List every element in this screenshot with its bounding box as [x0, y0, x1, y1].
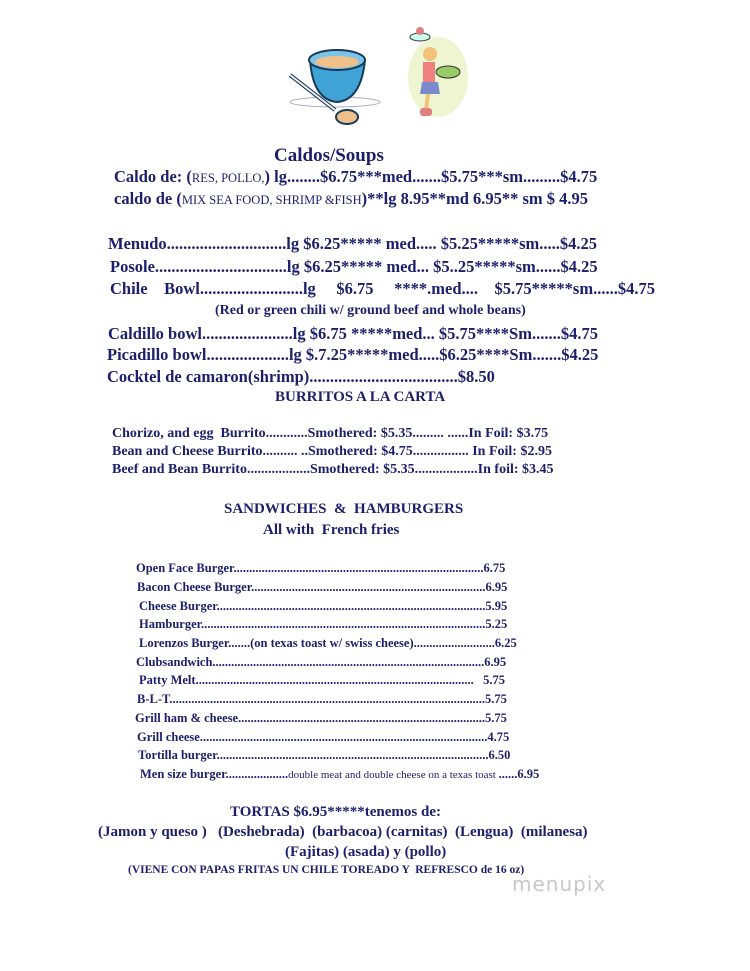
burrito-item: Beef and Bean Burrito..................Smothered: $5.35..................In foil: $3.45 — [112, 462, 554, 477]
soup-item-caldillo: Caldillo bowl......................lg $6.75 *****med... $5.75****Sm.......$4.75 — [108, 324, 598, 343]
soup-item-chile-bowl: Chile Bowl.........................lg $6.75 ****.med.... $5.75*****sm......$4.75 — [110, 279, 655, 298]
caldo-label: Caldo de: ( — [114, 167, 192, 186]
sandwich-item: B-L-T.....................................................................................................5.75 — [137, 692, 507, 706]
sandwich-item: Tortilla burger.......................................................................................6.50 — [138, 748, 511, 762]
soup-item-cocktel: Cocktel de camaron(shrimp)....................................$8.50 — [107, 367, 495, 386]
caldo-label: caldo de ( — [114, 189, 182, 208]
sandwich-item: Patty Melt......................................................................................... 5.75 — [139, 673, 505, 687]
burrito-item: Bean and Cheese Burrito.......... ..Smothered: $4.75................ In Foil: $2.95 — [112, 444, 552, 459]
sandwich-item: Bacon Cheese Burger...........................................................................6.95 — [137, 580, 508, 594]
tortas-options-line1: (Jamon y queso ) (Deshebrada) (barbacoa) (carnitas) (Lengua) (milanesa) — [98, 824, 588, 840]
sandwiches-title: SANDWICHES & HAMBURGERS — [224, 501, 464, 517]
sandwich-item: Hamburger...........................................................................................5.25 — [139, 617, 508, 631]
sandwich-item: Lorenzos Burger.......(on texas toast w/ swiss cheese)..........................6.25 — [139, 636, 517, 650]
sandwich-item: Clubsandwich.......................................................................................6.95 — [136, 655, 507, 669]
caldo-prices: ) lg........$6.75***med.......$5.75***sm.........$4.75 — [264, 167, 598, 186]
chile-bowl-description: (Red or green chili w/ ground beef and whole beans) — [215, 303, 526, 318]
burrito-item: Chorizo, and egg Burrito............Smothered: $5.35......... ......In Foil: $3.75 — [112, 426, 549, 441]
sandwich-item: Open Face Burger................................................................................6.75 — [136, 561, 506, 575]
tortas-title: TORTAS $6.95*****tenemos de: — [230, 804, 442, 820]
waitress-illustration — [400, 22, 470, 122]
caldo-res-pollo-line — [114, 169, 597, 186]
sandwich-item: Cheese Burger......................................................................................5.95 — [139, 599, 508, 613]
menupix-watermark: menupix — [512, 872, 607, 896]
soup-bowl-illustration — [285, 30, 385, 125]
caldo-types: RES, POLLO, — [191, 171, 265, 185]
caldo-prices: )**lg 8.95**md 6.95** sm $ 4.95 — [361, 189, 589, 208]
burritos-title: BURRITOS A LA CARTA — [275, 389, 446, 405]
soup-item-posole: Posole................................lg $6.25***** med... $5..25*****sm......$4.25 — [110, 257, 598, 276]
sandwich-item: Grill cheese............................................................................................4.75 — [137, 730, 510, 744]
caldo-seafood-line — [114, 191, 588, 208]
men-size-description: double meat and double cheese on a texas toast — [288, 769, 499, 781]
sandwiches-subtitle: All with French fries — [263, 522, 400, 538]
sandwich-item: Grill ham & cheese...............................................................................5.75 — [135, 711, 507, 725]
men-size-price: ......6.95 — [498, 767, 540, 781]
tortas-note: (VIENE CON PAPAS FRITAS UN CHILE TOREADO Y REFRESCO de 16 oz) — [128, 864, 525, 876]
soup-item-picadillo: Picadillo bowl....................lg $.7.25*****med.....$6.25****Sm.......$4.25 — [107, 345, 599, 364]
tortas-options-line2: (Fajitas) (asada) y (pollo) — [285, 844, 447, 860]
men-size-name: Men size burger.................... — [140, 767, 289, 781]
soup-item-menudo: Menudo.............................lg $6.25***** med..... $5.25*****sm.....$4.25 — [108, 234, 598, 253]
soups-title: Caldos/Soups — [274, 145, 384, 166]
caldo-types: MIX SEA FOOD, SHRIMP &FISH — [181, 193, 362, 207]
sandwich-item-men-size — [140, 768, 539, 781]
